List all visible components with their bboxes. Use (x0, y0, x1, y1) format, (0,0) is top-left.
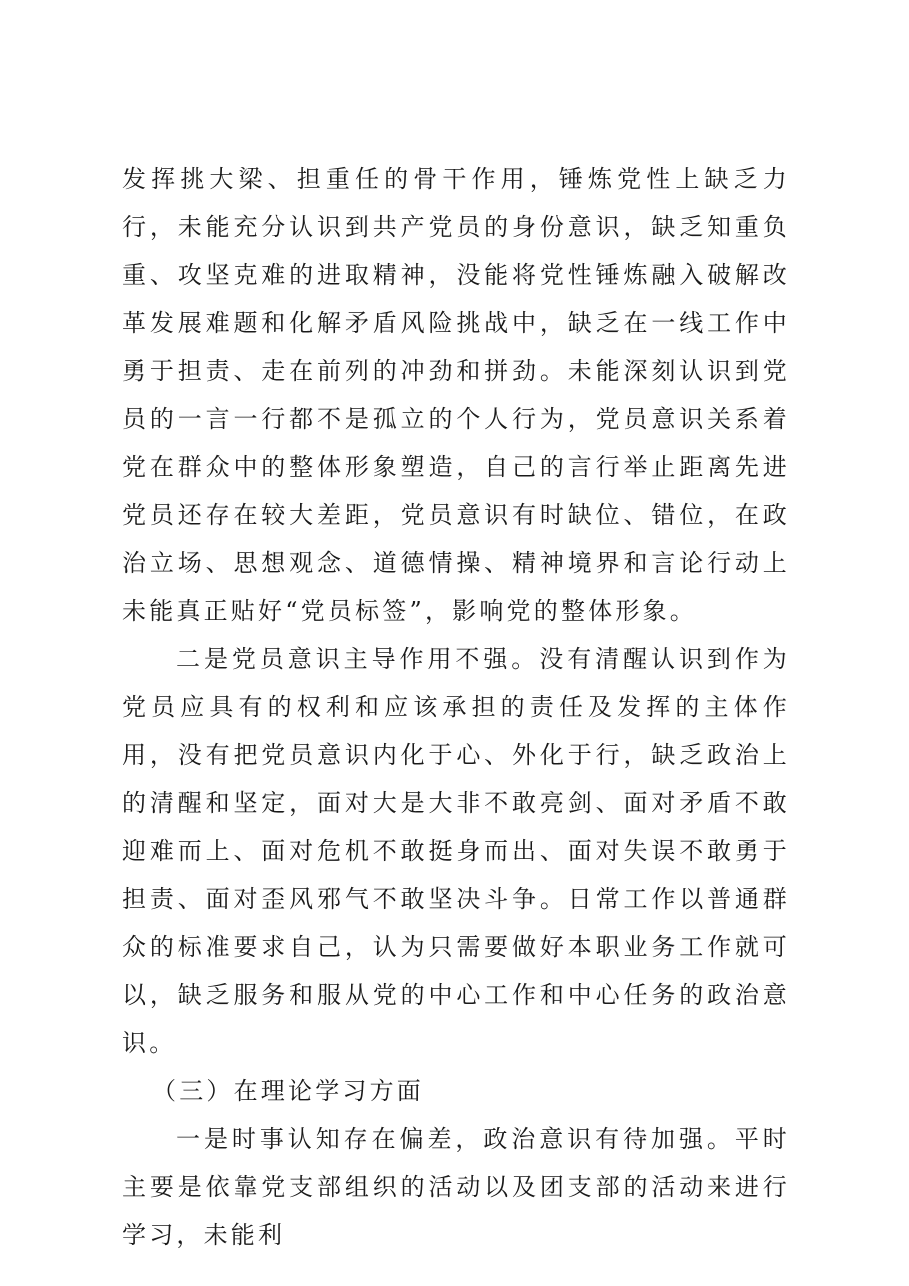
document-body (122, 155, 790, 1259)
paragraph-continuation: 发挥挑大梁、担重任的骨干作用，锤炼党性上缺乏力行，未能充分认识到共产党员的身份意识，缺乏知重负重、攻坚克难的进取精神，没能将党性锤炼融入破解改革发展难题和化解矛盾风险挑战中，缺乏在一线工作中勇于担责、走在前列的冲劲和拼劲。未能深刻认识到党员的一言一行都不是孤立的个人行为，党员意识关系着党在群众中的整体形象塑造，自己的言行举止距离先进党员还存在较大差距，党员意识有时缺位、错位，在政治立场、思想观念、道德情操、精神境界和言论行动上未能真正贴好“党员标签”，影响党的整体形象。 (122, 165, 790, 625)
paragraph-current-affairs: 一是时事认知存在偏差，政治意识有待加强。平时主要是依靠党支部组织的活动以及团支部的活动来进行学习，未能利 (122, 1125, 790, 1249)
paragraph-party-awareness: 二是党员意识主导作用不强。没有清醒认识到作为党员应具有的权利和应该承担的责任及发挥的主体作用，没有把党员意识内化于心、外化于行，缺乏政治上的清醒和坚定，面对大是大非不敢亮剑、面对矛盾不敢迎难而上、面对危机不敢挺身而出、面对失误不敢勇于担责、面对歪风邪气不敢坚决斗争。日常工作以普通群众的标准要求自己，认为只需要做好本职业务工作就可以，缺乏服务和服从党的中心工作和中心任务的政治意识。 (122, 645, 790, 1057)
section-heading: （三）在理论学习方面 (152, 1077, 424, 1105)
